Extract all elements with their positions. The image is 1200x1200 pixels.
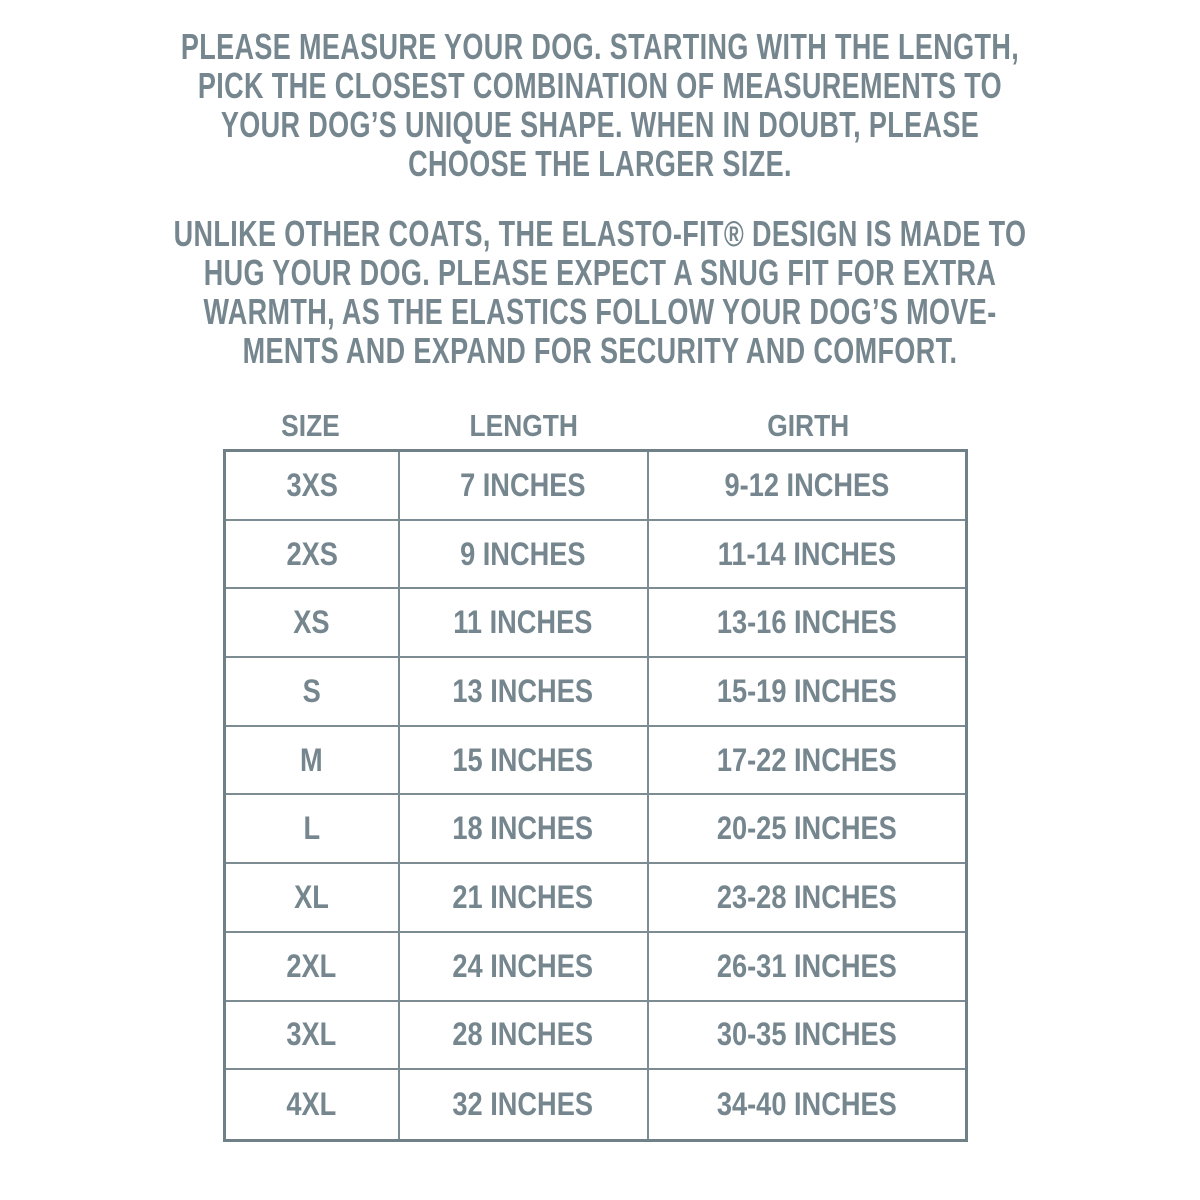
size-chart-cell-size — [226, 521, 400, 590]
size-chart-cell-length-value: 9 INCHES — [460, 535, 586, 572]
size-chart-cell-girth — [649, 933, 965, 1002]
size-chart-cell-length-value: 15 INCHES — [452, 741, 594, 778]
size-chart-cell-size — [226, 1002, 400, 1071]
size-chart-cell-girth-value: 17-22 INCHES — [716, 741, 897, 778]
size-chart-cell-size — [226, 1070, 400, 1139]
size-chart-cell-size-value: 3XS — [286, 466, 338, 503]
size-chart-cell-length — [400, 933, 649, 1002]
size-chart-cell-length-value: 18 INCHES — [452, 810, 594, 847]
measure-instructions-paragraph — [0, 27, 1200, 183]
size-chart-cell-length — [400, 1002, 649, 1071]
size-chart-cell-size-value: M — [300, 741, 324, 778]
size-chart-column-headers — [223, 398, 968, 446]
column-header-size-label: SIZE — [281, 408, 340, 443]
size-chart-cell-length-value: 7 INCHES — [460, 466, 586, 503]
size-chart-cell-size-value: 3XL — [286, 1016, 337, 1053]
size-chart-cell-girth-value: 15-19 INCHES — [716, 672, 897, 709]
size-chart-cell-girth — [649, 864, 965, 933]
size-chart-cell-length-value: 24 INCHES — [452, 947, 594, 984]
size-chart-table — [223, 449, 968, 1142]
size-chart-cell-length — [400, 795, 649, 864]
size-chart-cell-girth-value: 13-16 INCHES — [716, 604, 897, 641]
size-chart-cell-length — [400, 727, 649, 796]
size-chart-cell-girth — [649, 452, 965, 521]
size-chart-cell-girth — [649, 1070, 965, 1139]
size-chart-cell-size — [226, 933, 400, 1002]
size-chart-cell-girth — [649, 795, 965, 864]
size-chart-cell-length — [400, 452, 649, 521]
size-chart-cell-girth — [649, 589, 965, 658]
size-chart-cell-girth-value: 30-35 INCHES — [716, 1016, 897, 1053]
size-chart-cell-size-value: L — [303, 810, 321, 847]
column-header-girth — [649, 398, 968, 446]
column-header-length — [398, 398, 649, 446]
size-chart-cell-girth-value: 23-28 INCHES — [716, 879, 897, 916]
intro-line: YOUR DOG’S UNIQUE SHAPE. WHEN IN DOUBT, PLEASE — [220, 104, 980, 145]
intro-line: UNLIKE OTHER COATS, THE ELASTO-FIT® DESIGN IS MADE TO — [173, 213, 1027, 254]
size-chart-cell-girth-value: 20-25 INCHES — [716, 810, 897, 847]
intro-line: CHOOSE THE LARGER SIZE. — [408, 143, 792, 184]
size-chart-cell-size — [226, 452, 400, 521]
size-chart-cell-length-value: 21 INCHES — [452, 879, 594, 916]
size-chart-cell-girth-value: 34-40 INCHES — [716, 1086, 897, 1123]
size-chart-cell-length — [400, 589, 649, 658]
elasto-fit-note-paragraph — [0, 214, 1200, 370]
intro-line: MENTS AND EXPAND FOR SECURITY AND COMFORT. — [242, 330, 958, 371]
size-chart-cell-size — [226, 727, 400, 796]
size-chart-cell-size-value: 2XL — [286, 947, 337, 984]
size-chart-cell-size — [226, 658, 400, 727]
column-header-size — [223, 398, 398, 446]
column-header-length-label: LENGTH — [469, 408, 578, 443]
size-chart-cell-size-value: 4XL — [286, 1086, 337, 1123]
size-chart-cell-girth — [649, 727, 965, 796]
size-chart-cell-length — [400, 1070, 649, 1139]
intro-text — [0, 27, 1200, 370]
size-chart-cell-girth — [649, 521, 965, 590]
size-chart-cell-size-value: XS — [293, 604, 330, 641]
size-chart-cell-girth-value: 26-31 INCHES — [716, 947, 897, 984]
size-chart-cell-length-value: 13 INCHES — [452, 672, 594, 709]
column-header-girth-label: GIRTH — [767, 408, 850, 443]
size-chart-cell-length — [400, 864, 649, 933]
size-chart-cell-size — [226, 589, 400, 658]
size-chart-cell-length-value: 32 INCHES — [452, 1086, 594, 1123]
size-chart-cell-size-value: S — [302, 672, 321, 709]
size-chart-cell-girth-value: 11-14 INCHES — [717, 535, 896, 572]
size-chart-cell-size-value: XL — [294, 879, 330, 916]
size-chart-cell-length-value: 11 INCHES — [453, 604, 593, 641]
intro-line: WARMTH, AS THE ELASTICS FOLLOW YOUR DOG’S MOVE- — [203, 291, 997, 332]
size-chart-cell-girth — [649, 658, 965, 727]
intro-line: PLEASE MEASURE YOUR DOG. STARTING WITH THE LENGTH, — [180, 26, 1020, 67]
size-chart-cell-length — [400, 658, 649, 727]
size-chart-cell-size — [226, 864, 400, 933]
intro-line: PICK THE CLOSEST COMBINATION OF MEASUREMENTS TO — [197, 65, 1003, 106]
size-chart-cell-size — [226, 795, 400, 864]
size-chart-cell-girth-value: 9-12 INCHES — [724, 466, 890, 503]
size-chart-cell-size-value: 2XS — [286, 535, 338, 572]
size-chart-cell-length-value: 28 INCHES — [452, 1016, 594, 1053]
size-chart-cell-length — [400, 521, 649, 590]
size-chart-cell-girth — [649, 1002, 965, 1071]
intro-line: HUG YOUR DOG. PLEASE EXPECT A SNUG FIT FOR EXTRA — [203, 252, 997, 293]
